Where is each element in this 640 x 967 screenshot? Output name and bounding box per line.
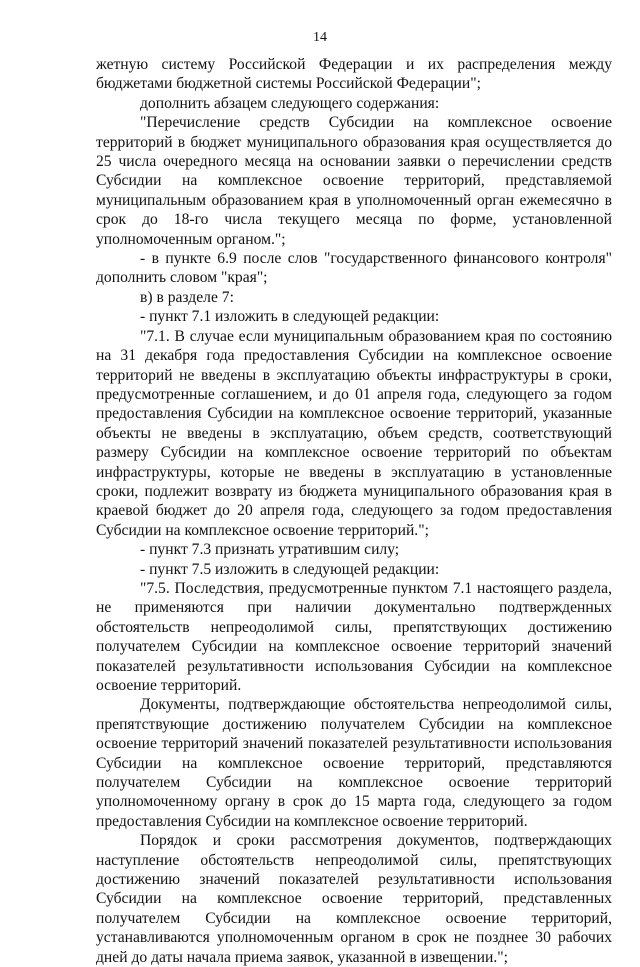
paragraph: дополнить абзацем следующего содержания: [140,94,440,112]
paragraph: в) в разделе 7: [140,288,234,306]
paragraph: Порядок и сроки рассмотрения документов, подтверждающих наступление обстоятельств непреодолимой силы, препятствующих достижению значений показателей результативности использования Субсидии на комплексное освоение территорий, представленных получателем Субсидии на комплексное освоение территорий, устанавливаются уполномоченным органом в срок не позднее 30 рабочих дней до даты начала приема заявок, указанной в извещении."; [96,832,612,966]
document-body [96,55,612,967]
paragraph: жетную систему Российской Федерации и их распределения между бюджетами бюджетной системы Российской Федерации"; [96,56,612,93]
paragraph: "7.1. В случае если муниципальным образованием края по состоянию на 31 декабря года предоставления Субсидии на комплексное освоение территорий не введены в эксплуатацию объекты инфраструктуры в сроки, предусмотренные соглашением, и до 01 апреля года, следующего за годом предоставления Субсидии на комплексное освоение территорий, указанные объекты не введены в эксплуатацию, объем средств, соответствующий размеру Субсидии на комплексное освоение территорий по объектам инфраструктуры, которые не введены в эксплуатацию в установленные сроки, подлежит возврату из бюджета муниципального образования края в краевой бюджет до 20 апреля года, следующего за годом предоставления Субсидии на комплексное освоение территорий."; [96,327,612,539]
paragraph: - пункт 7.1 изложить в следующей редакции: [140,308,440,326]
paragraph: - пункт 7.3 признать утратившим силу; [140,541,400,559]
paragraph: Документы, подтверждающие обстоятельства непреодолимой силы, препятствующие достижению получателем Субсидии на комплексное освоение территорий значений показателей результативности использования Субсидии на комплексное освоение территорий, представляются получателем Субсидии на комплексное освоение территорий уполномоченному органу в срок до 15 марта года, следующего за годом предоставления Субсидии на комплексное освоение территорий. [96,696,612,830]
paragraph: "Перечисление средств Субсидии на комплексное освоение территорий в бюджет муниципального образования края осуществляется до 25 числа очередного месяца на основании заявки о перечислении средств Субсидии на комплексное освоение территорий, представляемой муниципальным образованием края в уполномоченный орган ежемесячно в срок до 18-го числа текущего месяца по форме, установленной уполномоченным органом."; [96,114,612,248]
paragraph: "7.5. Последствия, предусмотренные пунктом 7.1 настоящего раздела, не применяются при наличии документально подтвержденных обстоятельств непреодолимой силы, препятствующих достижению получателем Субсидии на комплексное освоение территорий значений показателей результативности использования Субсидии на комплексное освоение территорий. [96,579,612,694]
page-number: 14 [313,30,327,45]
paragraph: - пункт 7.5 изложить в следующей редакции: [140,560,440,578]
paragraph: - в пункте 6.9 после слов "государственного финансового контроля" дополнить словом "края"; [96,250,612,287]
